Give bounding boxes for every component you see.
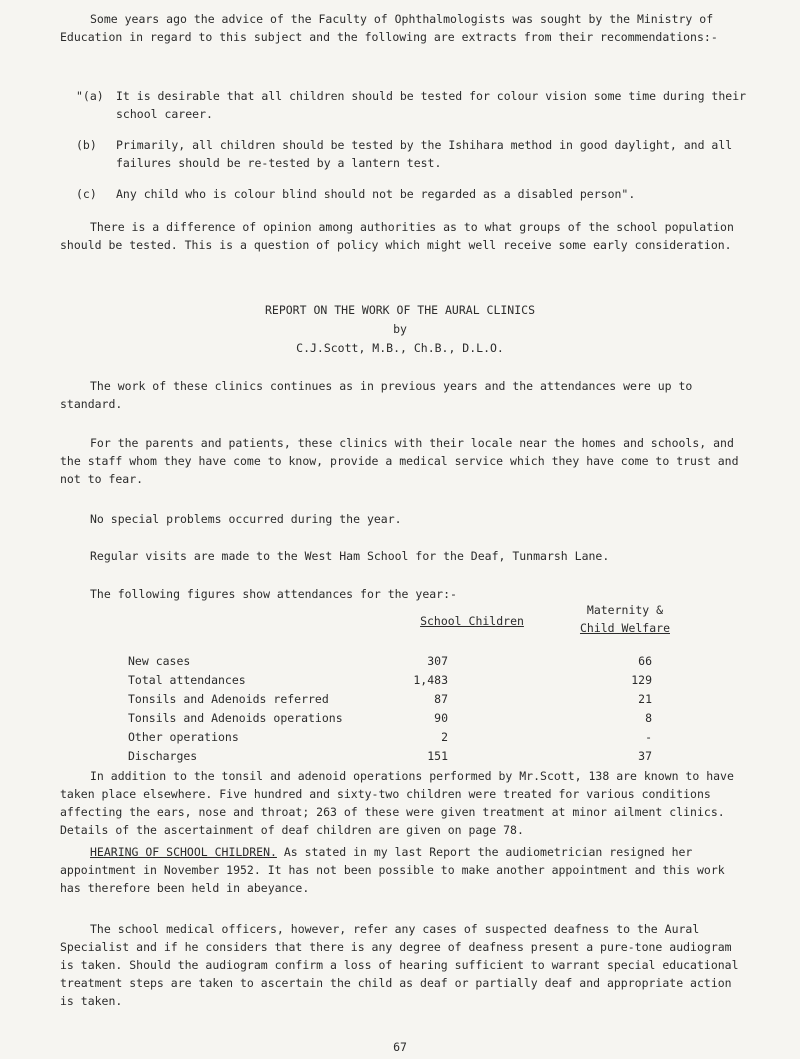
report-by: by [393,322,407,336]
recommendation-b-text: Primarily, all children should be tested by the Ishihara method in good daylight, and all failures should be re-tested by a lantern test. [116,138,733,170]
parents-paragraph: For the parents and patients, these clinics with their locale near the homes and schools, and the staff whom they have come to know, provide a medical service which they have come to trust and not to fear. [60,436,739,486]
recommendation-c-label: (c) [76,187,97,201]
row-label: New cases [128,654,191,668]
hearing-text: As stated in my last Report the audiometrician resigned her appointment in November 1952. It has not been possible to make another appointment and this work has therefore been held in abeyance. [60,845,725,895]
maternity-value: - [645,730,652,744]
table-row [128,728,688,746]
addition-paragraph: In addition to the tonsil and adenoid operations performed by Mr.Scott, 138 are known to have taken place elsewhere. Five hundred and sixty-two children were treated for various conditions affecting the ears, nose and throat; 263 of these were given treatment at minor ailment clinics. Details of the ascertainment of deaf children are given on page 78. [60,769,734,837]
table-header-school: School Children [420,614,524,628]
figures-paragraph: The following figures show attendances for the year:- [90,587,457,601]
table-header-maternity: Maternity & Child Welfare [579,603,670,635]
maternity-value: 21 [638,692,652,706]
school-children-value: 90 [434,711,448,725]
row-label: Tonsils and Adenoids referred [128,692,329,706]
final-paragraph: The school medical officers, however, refer any cases of suspected deafness to the Aural Specialist and if he considers that there is any degree of deafness present a pure-tone audiogram is taken. Should the audiogram confirm a loss of hearing sufficient to warrant special educational treatment steps are taken to ascertain the child as deaf or partially deaf and appropriate action is taken. [60,922,739,1008]
recommendation-a [76,87,750,123]
maternity-value: 37 [638,749,652,763]
school-children-value: 151 [427,749,448,763]
intro-paragraph: Some years ago the advice of the Faculty of Ophthalmologists was sought by the Ministry of Education in regard to this subject and the following are extracts from their recommendations:- [60,12,718,44]
table-row [128,747,688,765]
maternity-value: 66 [638,654,652,668]
recommendation-a-text: It is desirable that all children should be tested for colour vision some time during their school career. [116,89,747,121]
table-row [128,690,688,708]
row-label: Other operations [128,730,239,744]
maternity-value: 8 [645,711,652,725]
row-label: Tonsils and Adenoids operations [128,711,343,725]
difference-paragraph: There is a difference of opinion among authorities as to what groups of the school population should be tested. This is a question of policy which might well receive some early consideration. [60,220,734,252]
report-author: C.J.Scott, M.B., Ch.B., D.L.O. [296,341,504,355]
recommendation-b [76,136,750,172]
maternity-value: 129 [631,673,652,687]
table-row [128,652,688,670]
page-number: 67 [393,1040,407,1054]
row-label: Discharges [128,749,198,763]
school-children-value: 2 [441,730,448,744]
school-children-value: 87 [434,692,448,706]
recommendation-c [76,185,750,203]
no-problems-paragraph: No special problems occurred during the year. [90,512,402,526]
recommendation-b-label: (b) [76,138,97,152]
hearing-paragraph [60,843,750,897]
clinics-paragraph: The work of these clinics continues as in previous years and the attendances were up to standard. [60,379,693,411]
school-children-value: 1,483 [413,673,448,687]
row-label: Total attendances [128,673,246,687]
hearing-heading: HEARING OF SCHOOL CHILDREN. [90,845,277,859]
recommendation-a-label: "(a) [76,89,104,103]
school-children-value: 307 [427,654,448,668]
report-title: REPORT ON THE WORK OF THE AURAL CLINICS [264,303,536,317]
table-row [128,671,688,689]
table-row [128,709,688,727]
visits-paragraph: Regular visits are made to the West Ham School for the Deaf, Tunmarsh Lane. [90,549,610,563]
recommendation-c-text: Any child who is colour blind should not be regarded as a disabled person". [116,187,636,201]
